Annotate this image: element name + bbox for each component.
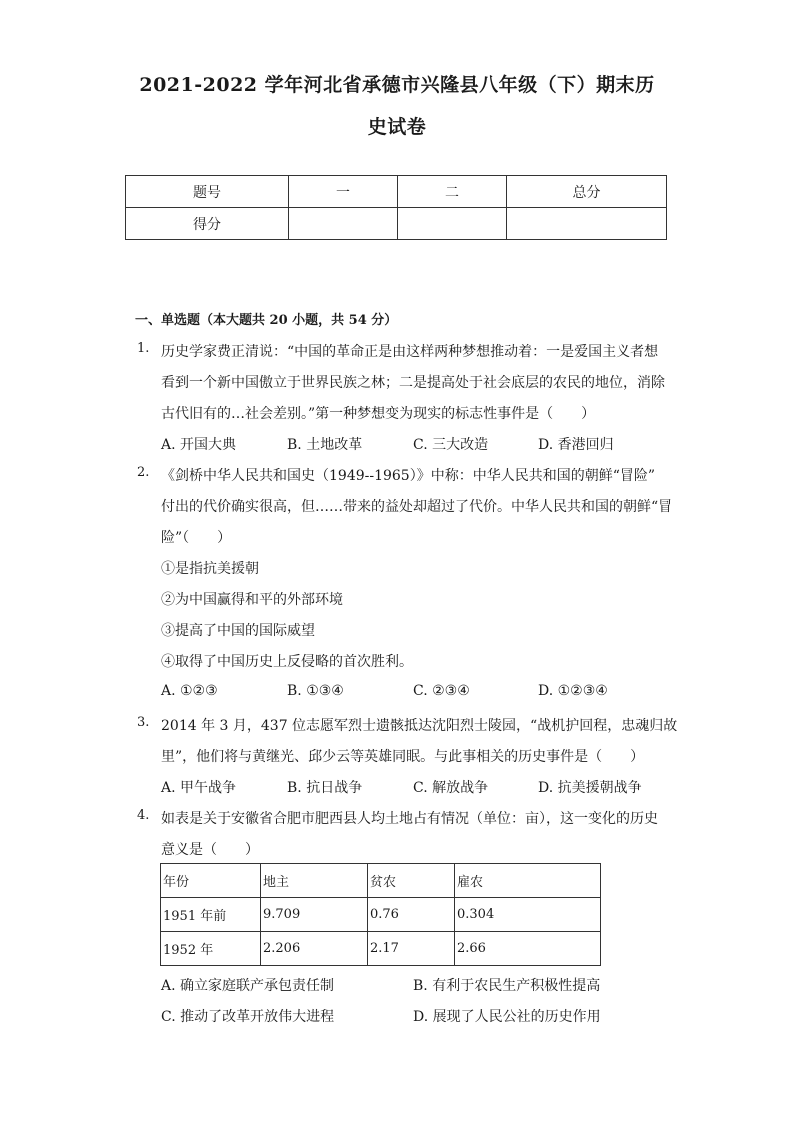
question-text-line: 付出的代价确实很高，但……带来的益处却超过了代价。中华人民共和国的朝鲜“冒 bbox=[161, 499, 673, 515]
land-ownership-table bbox=[160, 863, 601, 966]
score-header-cell: 二 bbox=[398, 176, 507, 208]
question-text-line: 古代旧有的…社会差别。”第一种梦想变为现实的标志性事件是（ ） bbox=[161, 406, 596, 422]
land-table-header-cell: 年份 bbox=[161, 864, 261, 898]
question-4-option-d[interactable]: D. 展现了人民公社的历史作用 bbox=[413, 1009, 601, 1025]
land-table-cell: 1951 年前 bbox=[161, 898, 261, 932]
question-text-line: 历史学家费正清说：“中国的革命正是由这样两种梦想推动着：一是爱国主义者想 bbox=[161, 344, 659, 360]
question-text-line: 2014 年 3 月，437 位志愿军烈士遗骸抵达沈阳烈士陵园，“战机护回程，忠魂归故 bbox=[161, 718, 678, 734]
question-3-option-d[interactable]: D. 抗美援朝战争 bbox=[538, 780, 642, 796]
score-value-cell bbox=[398, 208, 507, 240]
score-table-header-row bbox=[126, 176, 667, 208]
question-4-option-c[interactable]: C. 推动了改革开放伟大进程 bbox=[161, 1009, 335, 1025]
statement-3: ③提高了中国的国际威望 bbox=[161, 623, 315, 639]
score-header-cell: 总分 bbox=[507, 176, 667, 208]
statement-4: ④取得了中国历史上反侵略的首次胜利。 bbox=[161, 654, 413, 670]
question-1-option-b[interactable]: B. 土地改革 bbox=[287, 437, 363, 453]
score-value-cell bbox=[289, 208, 398, 240]
question-text-line: 《剑桥中华人民共和国史（1949--1965）》中称：中华人民共和国的朝鲜“冒险” bbox=[161, 468, 656, 484]
question-2-option-b[interactable]: B. ①③④ bbox=[287, 683, 344, 699]
land-table-cell: 2.66 bbox=[455, 932, 601, 966]
score-table-value-row bbox=[126, 208, 667, 240]
score-header-cell: 题号 bbox=[126, 176, 289, 208]
score-header-cell: 一 bbox=[289, 176, 398, 208]
question-text-line: 看到一个新中国傲立于世界民族之林；二是提高处于社会底层的农民的地位，消除 bbox=[161, 375, 665, 391]
statement-2: ②为中国赢得和平的外部环境 bbox=[161, 592, 343, 608]
question-4-option-b[interactable]: B. 有利于农民生产积极性提高 bbox=[413, 978, 601, 994]
table-row bbox=[161, 932, 601, 966]
section-title: 一、单选题（本大题共 20 小题，共 54 分） bbox=[135, 313, 398, 328]
exam-title-line-2: 史试卷 bbox=[367, 116, 427, 138]
question-4-option-a[interactable]: A. 确立家庭联产承包责任制 bbox=[161, 978, 335, 994]
exam-title-line-1: 2021-2022 学年河北省承德市兴隆县八年级（下）期末历 bbox=[139, 74, 655, 96]
land-table-cell: 9.709 bbox=[261, 898, 368, 932]
score-value-cell: 得分 bbox=[126, 208, 289, 240]
question-number: 2. bbox=[137, 465, 150, 480]
question-3-option-c[interactable]: C. 解放战争 bbox=[413, 780, 489, 796]
land-table-cell: 2.17 bbox=[368, 932, 455, 966]
land-table-cell: 2.206 bbox=[261, 932, 368, 966]
question-text-line: 如表是关于安徽省合肥市肥西县人均土地占有情况（单位：亩），这一变化的历史 bbox=[161, 811, 658, 827]
land-table-cell: 0.304 bbox=[455, 898, 601, 932]
land-table-cell: 1952 年 bbox=[161, 932, 261, 966]
land-table-header-cell: 雇农 bbox=[455, 864, 601, 898]
question-text-line: 里”，他们将与黄继光、邱少云等英雄同眠。与此事相关的历史事件是（ ） bbox=[161, 749, 645, 765]
question-2-option-d[interactable]: D. ①②③④ bbox=[538, 683, 608, 699]
question-number: 4. bbox=[137, 808, 150, 823]
land-table-cell: 0.76 bbox=[368, 898, 455, 932]
question-text-line: 意义是（ ） bbox=[161, 842, 259, 858]
score-value-cell bbox=[507, 208, 667, 240]
question-1-option-a[interactable]: A. 开国大典 bbox=[161, 437, 237, 453]
question-1-option-d[interactable]: D. 香港回归 bbox=[538, 437, 614, 453]
question-1-option-c[interactable]: C. 三大改造 bbox=[413, 437, 489, 453]
score-table bbox=[125, 175, 667, 240]
question-2-option-c[interactable]: C. ②③④ bbox=[413, 683, 470, 699]
question-number: 1. bbox=[137, 341, 150, 356]
land-table-header-cell: 地主 bbox=[261, 864, 368, 898]
table-row bbox=[161, 898, 601, 932]
question-number: 3. bbox=[137, 715, 150, 730]
land-table-header-row bbox=[161, 864, 601, 898]
land-table-header-cell: 贫农 bbox=[368, 864, 455, 898]
question-text-line: 险”（ ） bbox=[161, 530, 232, 546]
statement-1: ①是指抗美援朝 bbox=[161, 561, 259, 577]
question-3-option-b[interactable]: B. 抗日战争 bbox=[287, 780, 363, 796]
question-2-option-a[interactable]: A. ①②③ bbox=[161, 683, 218, 699]
question-3-option-a[interactable]: A. 甲午战争 bbox=[161, 780, 237, 796]
